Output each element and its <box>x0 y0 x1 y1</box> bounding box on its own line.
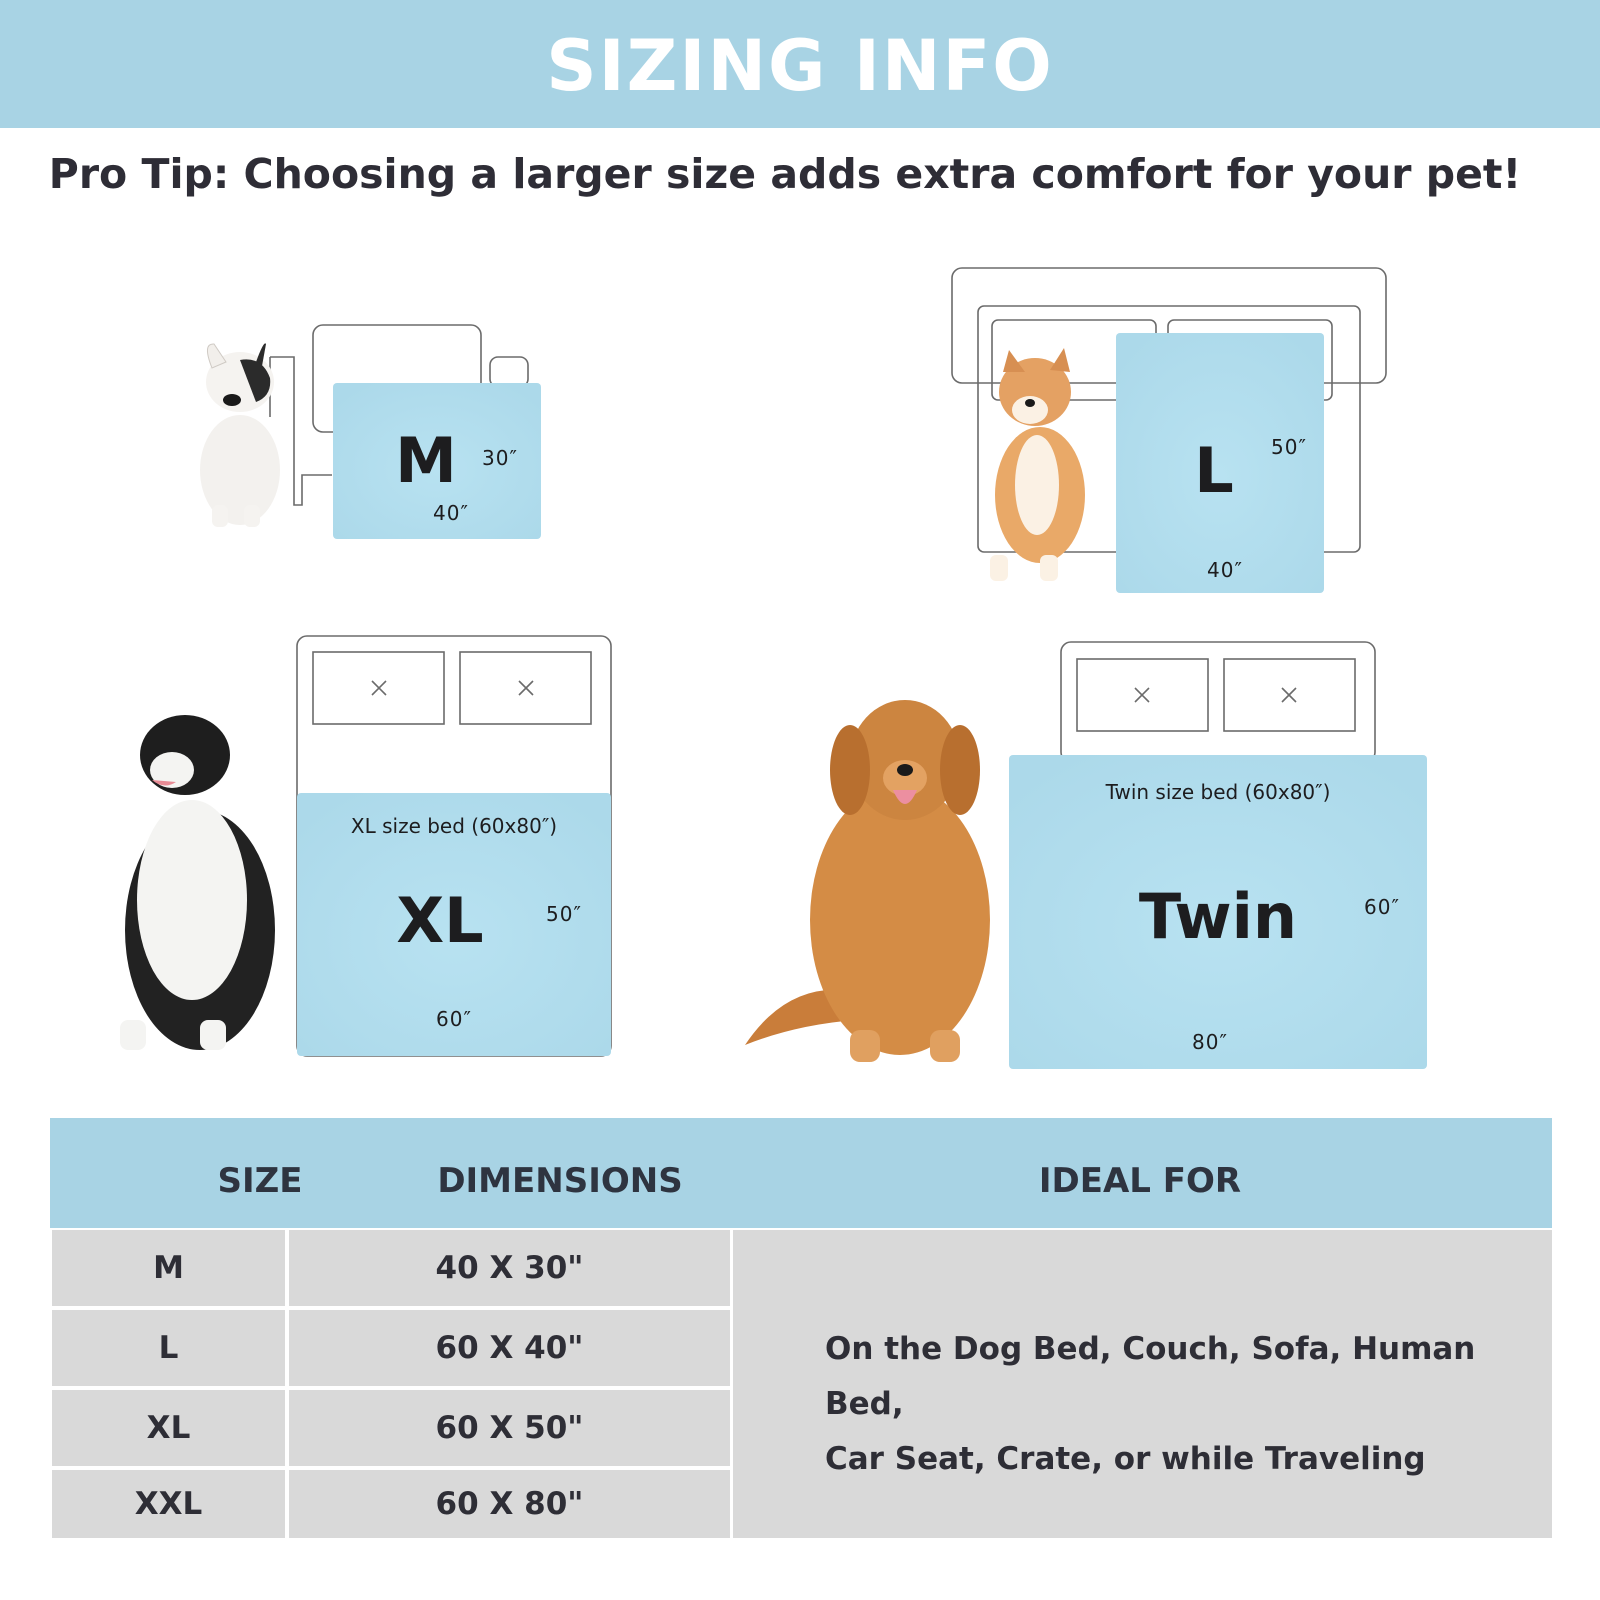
border-collie-image <box>120 715 275 1050</box>
table-row-m-dimensions: 40 X 30" <box>289 1230 730 1306</box>
pad-l-height: 50″ <box>1271 435 1307 459</box>
ideal-for-cell <box>733 1230 1552 1538</box>
pad-xl-letter: XL <box>396 884 484 957</box>
table-row-m-size: M <box>52 1230 285 1306</box>
pad-twin-width: 80″ <box>1192 1030 1228 1054</box>
size-xl-illustration <box>120 636 611 1056</box>
table-row-xl-dimensions: 60 X 50" <box>289 1390 730 1466</box>
size-m-illustration <box>200 325 541 539</box>
header-ideal-for: IDEAL FOR <box>1038 1161 1242 1201</box>
twin-bed-outline <box>1061 642 1375 762</box>
table-header <box>50 1118 1552 1228</box>
pro-tip: Pro Tip: Choosing a larger size adds extra comfort for your pet! <box>48 150 1522 198</box>
table-row-l-dimensions: 60 X 40" <box>289 1310 730 1386</box>
pad-xl-bed-label: XL size bed (60x80″) <box>350 814 558 838</box>
pad-m-letter: M <box>395 424 457 497</box>
ideal-for-line-2: Car Seat, Crate, or while Traveling <box>825 1441 1426 1477</box>
pad-twin-letter: Twin <box>1138 880 1298 953</box>
pad-xl-width: 60″ <box>436 1007 472 1031</box>
page-title: SIZING INFO <box>546 25 1054 107</box>
size-l-illustration <box>952 268 1386 593</box>
pad-m-height: 30″ <box>482 446 518 470</box>
table-row-xxl-dimensions: 60 X 80" <box>289 1470 730 1538</box>
french-bulldog-image <box>200 343 280 527</box>
size-twin-illustration <box>745 642 1427 1069</box>
table-row-xl-size: XL <box>52 1390 285 1466</box>
pad-xl-height: 50″ <box>546 902 582 926</box>
ideal-for-text <box>825 1322 1525 1487</box>
pad-twin-bed-label: Twin size bed (60x80″) <box>1105 780 1331 804</box>
header-dimensions: DIMENSIONS <box>437 1161 683 1201</box>
pad-l-width: 40″ <box>1207 558 1243 582</box>
header-size: SIZE <box>217 1161 303 1201</box>
pad-twin-height: 60″ <box>1364 895 1400 919</box>
golden-retriever-image <box>745 700 990 1062</box>
pad-m-width: 40″ <box>433 501 469 525</box>
ideal-for-line-1: On the Dog Bed, Couch, Sofa, Human Bed, <box>825 1331 1476 1422</box>
pad-l-letter: L <box>1194 434 1234 507</box>
table-row-l-size: L <box>52 1310 285 1386</box>
table-row-xxl-size: XXL <box>52 1470 285 1538</box>
